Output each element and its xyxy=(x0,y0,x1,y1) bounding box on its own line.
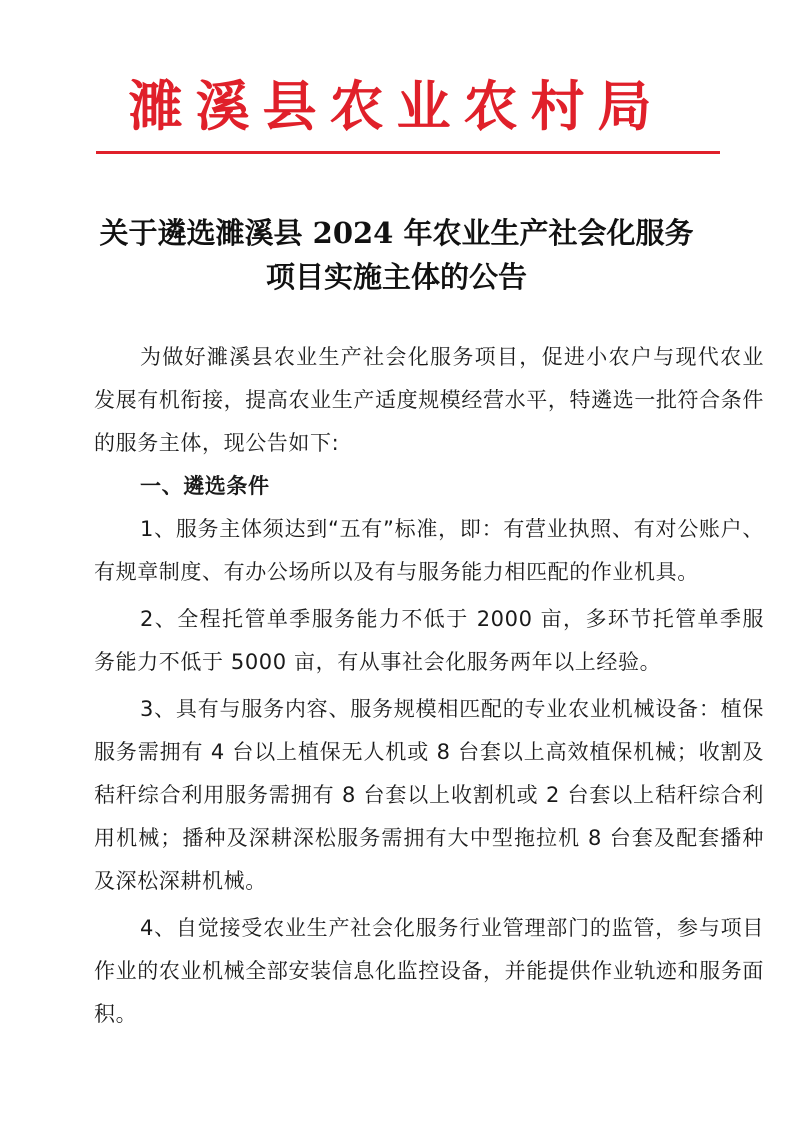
condition-item-2: 2、全程托管单季服务能力不低于 2000 亩，多环节托管单季服务能力不低于 5000 亩，有从事社会化服务两年以上经验。 xyxy=(94,607,764,674)
header-divider xyxy=(96,151,720,154)
intro-paragraph: 为做好濉溪县农业生产社会化服务项目，促进小农户与现代农业发展有机衔接，提高农业生产适度规模经营水平，特遴选一批符合条件的服务主体，现公告如下: xyxy=(94,345,764,455)
document-title-line-2: 项目实施主体的公告 xyxy=(265,260,527,294)
document-title-line-1: 关于遴选濉溪县 2024 年农业生产社会化服务 xyxy=(99,216,694,250)
section-heading: 一、遴选条件 xyxy=(140,474,270,498)
organization-header: 濉溪县农业农村局 xyxy=(128,74,665,138)
condition-item-4: 4、自觉接受农业生产社会化服务行业管理部门的监管，参与项目作业的农业机械全部安装信息化监控设备，并能提供作业轨迹和服务面积。 xyxy=(94,916,764,1026)
condition-item-1: 1、服务主体须达到“五有”标准，即：有营业执照、有对公账户、有规章制度、有办公场所以及有与服务能力相匹配的作业机具。 xyxy=(94,517,764,584)
condition-item-3: 3、具有与服务内容、服务规模相匹配的专业农业机械设备：植保服务需拥有 4 台以上植保无人机或 8 台套以上高效植保机械；收割及秸秆综合利用服务需拥有 8 台套以上收割机或 2 台套以上秸秆综合利用机械；播种及深耕深松服务需拥有大中型拖拉机 8 台套及配套播种及深松深耕机械。 xyxy=(94,697,764,893)
document-body xyxy=(94,336,764,1036)
